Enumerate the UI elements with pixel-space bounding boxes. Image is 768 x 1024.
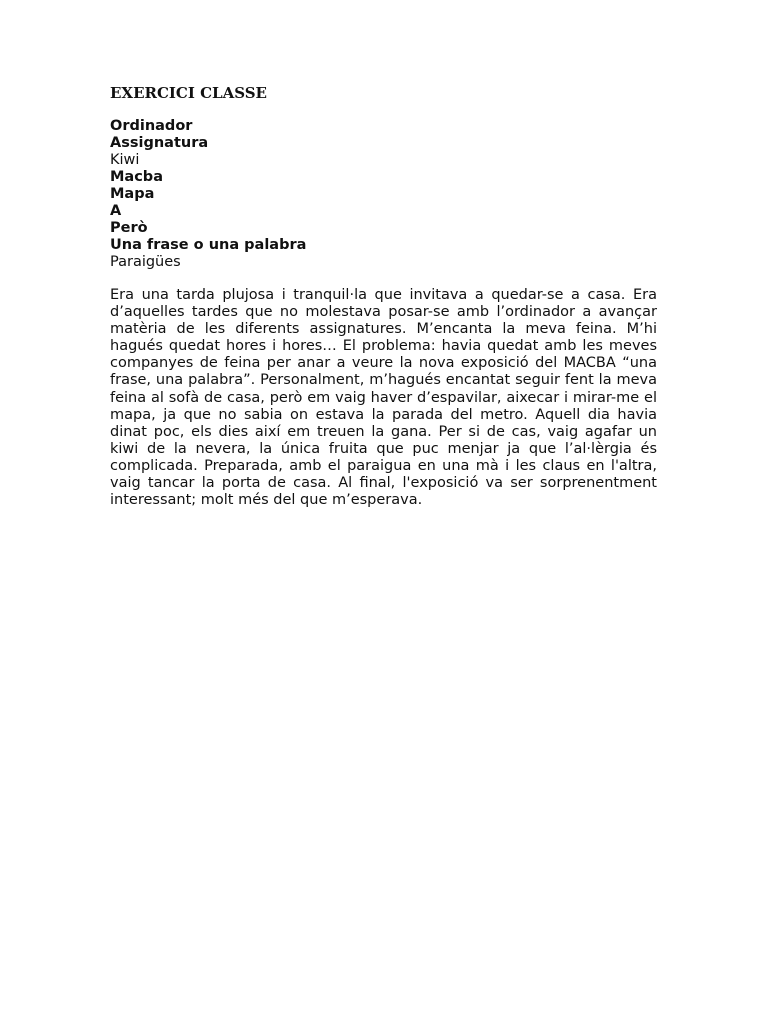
document-title: EXERCICI CLASSE bbox=[110, 84, 267, 102]
word-list-item: Macba bbox=[110, 169, 163, 185]
word-list-item: Assignatura bbox=[110, 135, 209, 151]
word-list-item: A bbox=[110, 203, 122, 219]
word-list-item: Una frase o una palabra bbox=[110, 237, 307, 253]
word-list-item: Mapa bbox=[110, 186, 155, 202]
story-paragraph: Era una tarda plujosa i tranquil·la que invitava a quedar-se a casa. Era d’aquelles tardes que no molestava posar-se amb l’ordinador a avançar matèria de les diferents assignatures. M’encanta la meva feina. M’hi hagués quedat hores i hores… El problema: havia quedat amb les meves companyes de feina per anar a veure la nova exposició del MACBA “una frase, una palabra”. Personalment, m’hagués encantat seguir fent la meva feina al sofà de casa, però em vaig haver d’espavilar, aixecar i mirar-me el mapa, ja que no sabia on estava la parada del metro. Aquell dia havia dinat poc, els dies així em treuen la gana. Per si de cas, vaig agafar un kiwi de la nevera, la única fruita que puc menjar ja que l’al·lèrgia és complicada. Preparada, amb el paraigua en una mà i les claus en l'altra, vaig tancar la porta de casa. Al final, l'exposició va ser sorprenentment interessant; molt més del que m’esperava. bbox=[110, 287, 657, 509]
word-list-item: Paraigües bbox=[110, 254, 181, 270]
word-list-item: Però bbox=[110, 220, 148, 236]
document-body bbox=[110, 84, 657, 509]
word-list bbox=[110, 118, 657, 271]
word-list-item: Ordinador bbox=[110, 118, 193, 134]
word-list-item: Kiwi bbox=[110, 152, 140, 168]
